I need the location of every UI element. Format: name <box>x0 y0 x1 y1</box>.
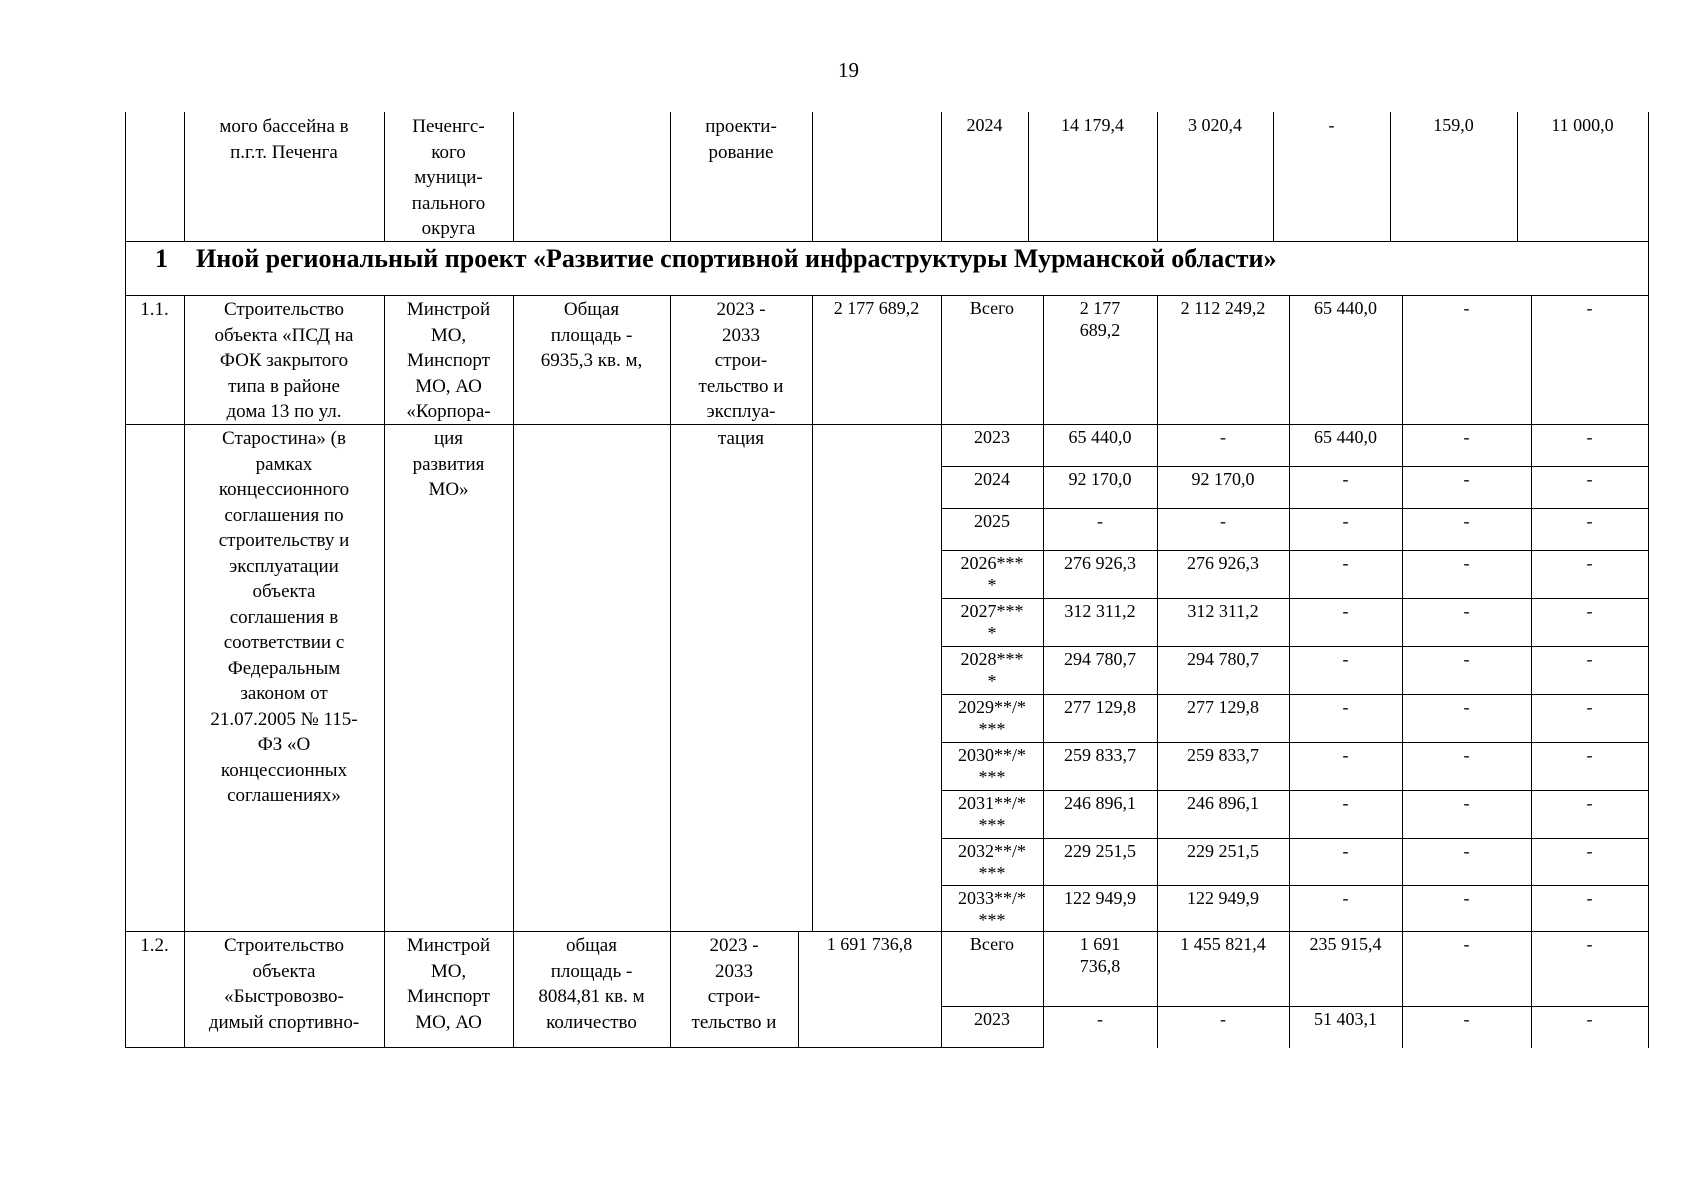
table-vline <box>125 241 126 296</box>
table-vline <box>1648 241 1649 296</box>
table-vline <box>1273 112 1274 242</box>
item-1-1-indicator: Общая площадь - 6935,3 кв. м, <box>540 299 643 371</box>
item-1-1-total-cell: 229 251,5 <box>1064 841 1136 861</box>
item-1-1-local-cell: - <box>1463 745 1470 765</box>
item-1-1-year-cell: 2028*** * <box>960 649 1024 691</box>
item-1-2-year-cell: Всего <box>969 934 1015 954</box>
table-vline <box>670 112 671 242</box>
item-1-1-regional-cell: 277 129,8 <box>1187 697 1259 717</box>
item-1-1-executor-continued: ция развития МО» <box>412 428 485 500</box>
item-1-1-federal-cell: - <box>1342 745 1349 765</box>
item-1-1-year-cell: 2023 <box>974 427 1010 447</box>
item-1-1-federal-cell: - <box>1342 469 1349 489</box>
item-1-1-year-cell: 2024 <box>974 469 1010 489</box>
item-1-1-total-cell: 312 311,2 <box>1064 601 1136 621</box>
item-1-1-other-cell: - <box>1586 553 1593 573</box>
table-vline <box>513 295 514 932</box>
item-1-1-local-cell: - <box>1463 649 1470 669</box>
table-vline <box>1648 931 1649 1048</box>
item-1-1-year-cell: 2029**/* *** <box>957 697 1026 739</box>
table-vline <box>670 295 671 932</box>
table-vline <box>1390 112 1391 242</box>
item-1-2-regional-cell: 1 455 821,4 <box>1180 934 1266 954</box>
continuation-total: 14 179,4 <box>1061 115 1124 135</box>
item-1-1-total-cell: - <box>1097 511 1103 531</box>
item-1-2-year-cell: 2023 <box>974 1009 1010 1029</box>
item-1-1-local-cell: - <box>1463 601 1470 621</box>
item-1-1-stage: 2023 - 2033 строи- тельство и эксплуа- <box>698 299 784 422</box>
item-1-1-other-cell: - <box>1586 511 1593 531</box>
item-1-1-total-cell: 276 926,3 <box>1064 553 1136 573</box>
table-vline <box>125 931 126 1048</box>
table-vline <box>384 112 385 242</box>
item-1-1-federal-cell: - <box>1342 511 1349 531</box>
item-1-2-other-cell: - <box>1586 934 1593 954</box>
item-1-1-federal-cell: - <box>1342 888 1349 908</box>
table-hline <box>941 742 1649 743</box>
table-hline <box>941 466 1649 467</box>
table-vline <box>941 112 942 242</box>
item-1-1-cost: 2 177 689,2 <box>833 298 920 318</box>
item-1-1-year-cell: 2027*** * <box>960 601 1024 643</box>
item-1-2-stage: 2023 - 2033 строи- тельство и <box>691 935 777 1033</box>
item-1-1-regional-cell: 276 926,3 <box>1187 553 1259 573</box>
item-1-1-total-cell: 294 780,7 <box>1064 649 1136 669</box>
item-1-1-local-cell: - <box>1463 553 1470 573</box>
table-hline <box>941 1006 1649 1007</box>
table-vline <box>1531 295 1532 932</box>
item-1-2-cost: 1 691 736,8 <box>826 934 913 954</box>
item-1-1-total-cell: 65 440,0 <box>1068 427 1132 447</box>
item-1-1-year-cell: 2032**/* *** <box>957 841 1026 883</box>
item-1-2-local-cell: - <box>1463 1009 1470 1029</box>
table-hline <box>125 241 1649 242</box>
item-1-1-regional-cell: - <box>1220 511 1226 531</box>
table-vline <box>941 295 942 932</box>
item-1-1-other-cell: - <box>1586 601 1593 621</box>
table-vline <box>1289 931 1290 1048</box>
item-1-1-year-cell: Всего <box>969 298 1015 318</box>
item-1-1-total-cell: 122 949,9 <box>1064 888 1136 908</box>
table-hline <box>941 790 1649 791</box>
item-1-1-regional-cell: 122 949,9 <box>1187 888 1259 908</box>
item-1-2-federal-cell: 51 403,1 <box>1314 1009 1377 1029</box>
item-1-1-regional-cell: - <box>1220 427 1226 447</box>
item-1-1-local-cell: - <box>1463 511 1470 531</box>
item-1-1-total-cell: 259 833,7 <box>1064 745 1136 765</box>
item-1-1-other-cell: - <box>1586 649 1593 669</box>
continuation-name: мого бассейна в п.г.т. Печенга <box>219 116 349 163</box>
table-hline <box>941 508 1649 509</box>
section-title: Иной региональный проект «Развитие спортивной инфраструктуры Мурманской области» <box>196 244 1277 273</box>
page-number: 19 <box>838 58 859 82</box>
table-vline <box>812 295 813 932</box>
item-1-1-other-cell: - <box>1586 427 1593 447</box>
item-1-1-federal-cell: 65 440,0 <box>1314 427 1377 447</box>
item-1-2-indicator: общая площадь - 8084,81 кв. м количество <box>538 935 645 1033</box>
table-vline <box>1043 931 1044 1048</box>
item-1-1-regional-cell: 312 311,2 <box>1187 601 1259 621</box>
table-hline <box>941 598 1649 599</box>
table-vline <box>513 931 514 1048</box>
table-vline <box>184 931 185 1048</box>
item-1-1-federal-cell: - <box>1342 601 1349 621</box>
item-1-1-regional-cell: 229 251,5 <box>1187 841 1259 861</box>
item-1-1-federal-cell: - <box>1342 793 1349 813</box>
item-1-1-local-cell: - <box>1463 841 1470 861</box>
item-1-1-number: 1.1. <box>140 299 169 320</box>
table-vline <box>125 295 126 932</box>
table-hline <box>941 646 1649 647</box>
item-1-1-regional-cell: 2 112 249,2 <box>1180 298 1266 318</box>
section-number: 1 <box>155 244 168 273</box>
table-vline <box>125 112 126 242</box>
table-hline <box>941 838 1649 839</box>
table-vline <box>184 295 185 932</box>
item-1-1-other-cell: - <box>1586 298 1593 318</box>
item-1-1-federal-cell: - <box>1342 553 1349 573</box>
continuation-cost <box>812 112 941 241</box>
item-1-1-year-cell: 2033**/* *** <box>957 888 1026 930</box>
continuation-year: 2024 <box>966 115 1003 135</box>
item-1-2-number: 1.2. <box>140 935 169 956</box>
table-vline <box>1531 931 1532 1048</box>
table-vline <box>513 112 514 242</box>
item-1-2-executor: Минстрой МО, Минспорт МО, АО <box>406 935 491 1033</box>
item-1-1-federal-cell: 65 440,0 <box>1314 298 1377 318</box>
continuation-other: 11 000,0 <box>1551 115 1614 135</box>
item-1-1-name: Строительство объекта «ПСД на ФОК закрытого типа в районе дома 13 по ул. <box>214 299 354 422</box>
item-1-2-federal-cell: 235 915,4 <box>1309 934 1382 954</box>
table-vline <box>1043 295 1044 932</box>
item-1-1-regional-cell: 246 896,1 <box>1187 793 1259 813</box>
table-vline <box>1648 112 1649 242</box>
item-1-2-total-cell: - <box>1097 1009 1103 1029</box>
item-1-1-regional-cell: 294 780,7 <box>1187 649 1259 669</box>
table-vline <box>670 931 671 1048</box>
item-1-1-federal-cell: - <box>1342 649 1349 669</box>
table-vline <box>384 931 385 1048</box>
item-1-2-local-cell: - <box>1463 934 1470 954</box>
item-1-1-other-cell: - <box>1586 793 1593 813</box>
continuation-local: 159,0 <box>1433 115 1474 135</box>
table-hline <box>941 550 1649 551</box>
table-vline <box>1028 112 1029 242</box>
table-vline <box>184 112 185 242</box>
continuation-executor: Печенгс- кого муници- пального округа <box>411 116 486 239</box>
item-1-1-local-cell: - <box>1463 298 1470 318</box>
item-1-1-other-cell: - <box>1586 469 1593 489</box>
item-1-1-total-cell: 246 896,1 <box>1064 793 1136 813</box>
item-1-1-year-cell: 2026*** * <box>960 553 1024 595</box>
table-hline <box>125 424 1649 425</box>
table-vline <box>1648 295 1649 932</box>
item-1-1-year-cell: 2031**/* *** <box>957 793 1026 835</box>
item-1-1-local-cell: - <box>1463 427 1470 447</box>
continuation-regional: 3 020,4 <box>1188 115 1242 135</box>
item-1-1-stage-continued: тация <box>717 428 765 449</box>
table-vline <box>1402 931 1403 1048</box>
item-1-1-federal-cell: - <box>1342 697 1349 717</box>
table-vline <box>384 295 385 932</box>
item-1-1-other-cell: - <box>1586 697 1593 717</box>
table-vline <box>1157 931 1158 1048</box>
item-1-1-local-cell: - <box>1463 697 1470 717</box>
table-vline <box>798 931 799 1048</box>
item-1-1-total-cell: 277 129,8 <box>1064 697 1136 717</box>
table-vline <box>1289 295 1290 932</box>
continuation-stage: проекти- рование <box>705 116 777 163</box>
item-1-1-executor: Минстрой МО, Минспорт МО, АО «Корпора- <box>406 299 491 422</box>
table-hline <box>941 694 1649 695</box>
continuation-indicator <box>513 112 670 241</box>
table-vline <box>941 931 942 1048</box>
item-1-1-other-cell: - <box>1586 841 1593 861</box>
table-vline <box>812 112 813 242</box>
item-1-1-total-cell: 92 170,0 <box>1068 469 1132 489</box>
item-1-2-other-cell: - <box>1586 1009 1593 1029</box>
item-1-2-regional-cell: - <box>1220 1009 1226 1029</box>
table-hline <box>941 885 1649 886</box>
continuation-federal: - <box>1328 115 1335 135</box>
item-1-1-regional-cell: 259 833,7 <box>1187 745 1259 765</box>
item-1-2-name: Строительство объекта «Быстровозво- димый спортивно- <box>208 935 360 1033</box>
item-1-1-local-cell: - <box>1463 888 1470 908</box>
item-1-1-federal-cell: - <box>1342 841 1349 861</box>
item-1-1-name-continued: Старостина» (в рамках концессионного соглашения по строительству и эксплуатации объекта соглашения в соответствии с Федеральным законом от 21.07.2005 № 115- ФЗ «О концессионных соглашениях» <box>210 428 358 806</box>
item-1-1-year-cell: 2030**/* *** <box>957 745 1026 787</box>
item-1-1-local-cell: - <box>1463 793 1470 813</box>
item-1-1-other-cell: - <box>1586 888 1593 908</box>
item-1-1-local-cell: - <box>1463 469 1470 489</box>
table-vline <box>1517 112 1518 242</box>
item-1-1-year-cell: 2025 <box>974 511 1010 531</box>
item-1-2-total-cell: 1 691 736,8 <box>1079 934 1121 976</box>
table-vline <box>1157 295 1158 932</box>
table-vline <box>1157 112 1158 242</box>
item-1-1-other-cell: - <box>1586 745 1593 765</box>
item-1-1-regional-cell: 92 170,0 <box>1191 469 1255 489</box>
table-hline <box>125 1047 1044 1048</box>
table-vline <box>1402 295 1403 932</box>
item-1-1-total-cell: 2 177 689,2 <box>1079 298 1121 340</box>
